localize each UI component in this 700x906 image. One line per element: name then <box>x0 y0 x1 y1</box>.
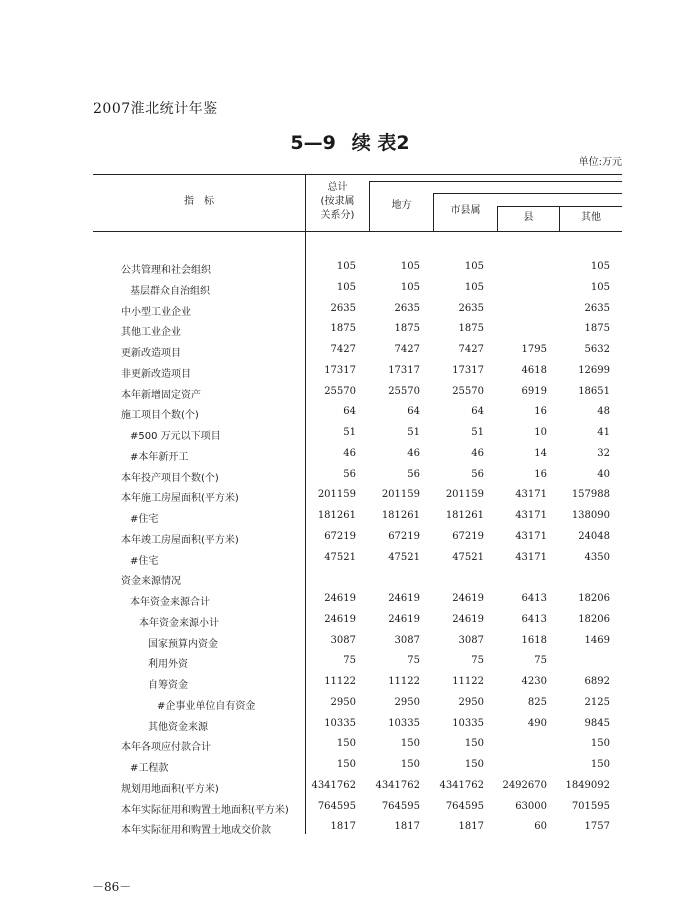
row-label: 基层群众自治组织 <box>130 286 210 297</box>
cell-other: 6892 <box>584 676 610 687</box>
row-label: 自筹资金 <box>148 680 188 691</box>
table-row <box>0 655 700 675</box>
cell-other: 18651 <box>578 386 610 397</box>
cell-county: 43171 <box>515 510 547 521</box>
table-row <box>0 261 700 281</box>
cell-total: 75 <box>343 655 356 666</box>
table-row <box>0 697 700 717</box>
cell-local: 64 <box>407 406 420 417</box>
table-row <box>0 572 700 592</box>
cell-total: 4341762 <box>311 780 356 791</box>
table-row <box>0 427 700 447</box>
cell-other: 157988 <box>571 489 610 500</box>
cell-other: 40 <box>597 469 610 480</box>
cell-city-county: 3087 <box>458 635 484 646</box>
cell-local: 2635 <box>394 303 420 314</box>
cell-city-county: 24619 <box>452 593 484 604</box>
table-row <box>0 386 700 406</box>
cell-city-county: 1817 <box>458 821 484 832</box>
table-row <box>0 469 700 489</box>
cell-city-county: 25570 <box>452 386 484 397</box>
cell-other: 18206 <box>578 593 610 604</box>
cell-other: 24048 <box>578 531 610 542</box>
row-label: #本年新开工 <box>130 452 189 463</box>
cell-total: 24619 <box>324 593 356 604</box>
row-label: 本年投产项目个数(个) <box>121 473 219 484</box>
cell-county: 6413 <box>521 593 547 604</box>
cell-total: 7427 <box>330 344 356 355</box>
cell-local: 10335 <box>388 718 420 729</box>
cell-city-county: 11122 <box>452 676 484 687</box>
cell-other: 1849092 <box>565 780 610 791</box>
cell-total: 150 <box>336 738 356 749</box>
row-label: 国家预算内资金 <box>148 639 218 650</box>
header-total-line2: (按隶属 <box>320 196 355 207</box>
cell-city-county: 56 <box>471 469 484 480</box>
row-label: #工程款 <box>130 763 169 774</box>
cell-city-county: 24619 <box>452 614 484 625</box>
header-county: 县 <box>523 212 534 223</box>
table-row <box>0 738 700 758</box>
cell-total: 56 <box>343 469 356 480</box>
page-number: －86－ <box>92 880 132 894</box>
cell-other: 1469 <box>584 635 610 646</box>
row-label: #住宅 <box>130 556 159 567</box>
cell-county: 1618 <box>521 635 547 646</box>
cell-county: 14 <box>534 448 547 459</box>
table-row <box>0 448 700 468</box>
cell-total: 181261 <box>317 510 356 521</box>
row-label: 规划用地面积(平方米) <box>121 784 219 795</box>
row-label: 施工项目个数(个) <box>121 410 199 421</box>
cell-county: 2492670 <box>502 780 547 791</box>
row-label: 其他资金来源 <box>148 722 208 733</box>
cell-total: 764595 <box>317 801 356 812</box>
cell-other: 1757 <box>584 821 610 832</box>
cell-other: 105 <box>590 282 610 293</box>
cell-total: 25570 <box>324 386 356 397</box>
cell-total: 10335 <box>324 718 356 729</box>
unit-label: 单位:万元 <box>578 157 622 168</box>
cell-local: 150 <box>400 738 420 749</box>
cell-county: 490 <box>527 718 547 729</box>
cell-local: 7427 <box>394 344 420 355</box>
row-label: 本年竣工房屋面积(平方米) <box>121 535 239 546</box>
cell-local: 17317 <box>388 365 420 376</box>
cell-other: 12699 <box>578 365 610 376</box>
table-row <box>0 614 700 634</box>
cell-other: 150 <box>590 759 610 770</box>
cell-local: 75 <box>407 655 420 666</box>
table-row <box>0 510 700 530</box>
cell-local: 181261 <box>381 510 420 521</box>
row-label: 本年各项应付款合计 <box>121 742 211 753</box>
header-local: 地方 <box>391 200 412 211</box>
cell-county: 43171 <box>515 531 547 542</box>
cell-total: 67219 <box>324 531 356 542</box>
cell-county: 4230 <box>521 676 547 687</box>
cell-county: 6919 <box>521 386 547 397</box>
cell-other: 41 <box>597 427 610 438</box>
cell-other: 48 <box>597 406 610 417</box>
row-label: 其他工业企业 <box>121 327 181 338</box>
cell-county: 16 <box>534 469 547 480</box>
cell-other: 701595 <box>571 801 610 812</box>
cell-total: 201159 <box>317 489 356 500</box>
cell-county: 825 <box>527 697 547 708</box>
table-row <box>0 365 700 385</box>
cell-local: 47521 <box>388 552 420 563</box>
cell-other: 5632 <box>584 344 610 355</box>
cell-other: 150 <box>590 738 610 749</box>
row-label: 本年资金来源合计 <box>130 597 210 608</box>
cell-city-county: 150 <box>464 759 484 770</box>
cell-other: 2635 <box>584 303 610 314</box>
cell-county: 10 <box>534 427 547 438</box>
cell-total: 3087 <box>330 635 356 646</box>
cell-local: 105 <box>400 282 420 293</box>
cell-county: 43171 <box>515 489 547 500</box>
table-row <box>0 303 700 323</box>
row-label: #企事业单位自有资金 <box>157 701 256 712</box>
table-row <box>0 718 700 738</box>
cell-total: 150 <box>336 759 356 770</box>
cell-local: 24619 <box>388 614 420 625</box>
row-label: #500 万元以下项目 <box>130 431 221 442</box>
header-total-line1: 总计 <box>327 182 348 193</box>
table-title <box>0 128 700 155</box>
cell-total: 2635 <box>330 303 356 314</box>
cell-city-county: 150 <box>464 738 484 749</box>
cell-city-county: 181261 <box>445 510 484 521</box>
cell-city-county: 67219 <box>452 531 484 542</box>
header-indicator: 指 标 <box>184 196 214 207</box>
cell-local: 46 <box>407 448 420 459</box>
cell-other: 105 <box>590 261 610 272</box>
table-row <box>0 821 700 841</box>
table-row <box>0 676 700 696</box>
cell-local: 3087 <box>394 635 420 646</box>
row-label: 利用外资 <box>148 659 188 670</box>
cell-county: 6413 <box>521 614 547 625</box>
cell-city-county: 105 <box>464 261 484 272</box>
cell-total: 64 <box>343 406 356 417</box>
cell-county: 1795 <box>521 344 547 355</box>
cell-city-county: 4341762 <box>439 780 484 791</box>
cell-city-county: 51 <box>471 427 484 438</box>
cell-local: 56 <box>407 469 420 480</box>
table-row <box>0 635 700 655</box>
cell-local: 24619 <box>388 593 420 604</box>
cell-total: 1875 <box>330 323 356 334</box>
cell-local: 2950 <box>394 697 420 708</box>
table-row <box>0 780 700 800</box>
cell-total: 11122 <box>324 676 356 687</box>
cell-local: 764595 <box>381 801 420 812</box>
row-label: 本年实际征用和购置土地成交价款 <box>121 825 271 836</box>
cell-local: 67219 <box>388 531 420 542</box>
cell-county: 75 <box>534 655 547 666</box>
row-label: 公共管理和社会组织 <box>121 265 211 276</box>
cell-local: 11122 <box>388 676 420 687</box>
cell-city-county: 47521 <box>452 552 484 563</box>
header-other: 其他 <box>581 212 601 223</box>
yearbook-title: 2007淮北统计年鉴 <box>93 101 218 117</box>
table-row <box>0 759 700 779</box>
table-row <box>0 344 700 364</box>
cell-county: 4618 <box>521 365 547 376</box>
cell-county: 60 <box>534 821 547 832</box>
cell-city-county: 2950 <box>458 697 484 708</box>
header-city-county: 市县属 <box>450 205 481 216</box>
cell-total: 2950 <box>330 697 356 708</box>
cell-other: 18206 <box>578 614 610 625</box>
table-row <box>0 323 700 343</box>
cell-other: 2125 <box>584 697 610 708</box>
row-label: 非更新改造项目 <box>121 369 191 380</box>
city-group-rule <box>433 193 622 194</box>
cell-local: 25570 <box>388 386 420 397</box>
cell-city-county: 46 <box>471 448 484 459</box>
cell-local: 150 <box>400 759 420 770</box>
cell-city-county: 201159 <box>445 489 484 500</box>
cell-county: 43171 <box>515 552 547 563</box>
cell-city-county: 2635 <box>458 303 484 314</box>
cell-city-county: 10335 <box>452 718 484 729</box>
cell-total: 47521 <box>324 552 356 563</box>
cell-local: 4341762 <box>375 780 420 791</box>
table-row <box>0 593 700 613</box>
cell-total: 17317 <box>324 365 356 376</box>
cell-city-county: 75 <box>471 655 484 666</box>
row-label: 本年新增固定资产 <box>121 390 201 401</box>
table-top-rule <box>93 174 622 175</box>
row-label: 更新改造项目 <box>121 348 181 359</box>
table-row <box>0 282 700 302</box>
cell-total: 105 <box>336 261 356 272</box>
cell-total: 24619 <box>324 614 356 625</box>
cell-county: 63000 <box>515 801 547 812</box>
cell-total: 1817 <box>330 821 356 832</box>
cell-local: 105 <box>400 261 420 272</box>
table-number: 5—9 <box>290 132 336 154</box>
row-label: #住宅 <box>130 514 159 525</box>
row-label: 中小型工业企业 <box>121 307 191 318</box>
cell-local: 1875 <box>394 323 420 334</box>
cell-other: 4350 <box>584 552 610 563</box>
header-bottom-rule <box>93 231 622 232</box>
header-total-line3: 关系分) <box>320 210 355 221</box>
cell-local: 1817 <box>394 821 420 832</box>
row-label: 本年施工房屋面积(平方米) <box>121 493 239 504</box>
table-row <box>0 801 700 821</box>
cell-city-county: 1875 <box>458 323 484 334</box>
cell-local: 201159 <box>381 489 420 500</box>
local-group-rule <box>369 181 622 182</box>
table-row <box>0 531 700 551</box>
cell-other: 1875 <box>584 323 610 334</box>
cell-total: 105 <box>336 282 356 293</box>
cell-other: 9845 <box>584 718 610 729</box>
cell-local: 51 <box>407 427 420 438</box>
cell-total: 51 <box>343 427 356 438</box>
table-subtitle: 续 表2 <box>351 132 410 154</box>
cell-total: 46 <box>343 448 356 459</box>
header-total <box>306 181 369 223</box>
row-label: 本年实际征用和购置土地面积(平方米) <box>121 805 289 816</box>
cell-city-county: 17317 <box>452 365 484 376</box>
row-label: 资金来源情况 <box>121 576 181 587</box>
cell-city-county: 7427 <box>458 344 484 355</box>
cell-city-county: 105 <box>464 282 484 293</box>
row-label: 本年资金来源小计 <box>139 618 219 629</box>
cell-county: 16 <box>534 406 547 417</box>
cell-other: 138090 <box>571 510 610 521</box>
cell-city-county: 64 <box>471 406 484 417</box>
cell-city-county: 764595 <box>445 801 484 812</box>
cell-other: 32 <box>597 448 610 459</box>
table-row <box>0 552 700 572</box>
table-row <box>0 406 700 426</box>
table-row <box>0 489 700 509</box>
